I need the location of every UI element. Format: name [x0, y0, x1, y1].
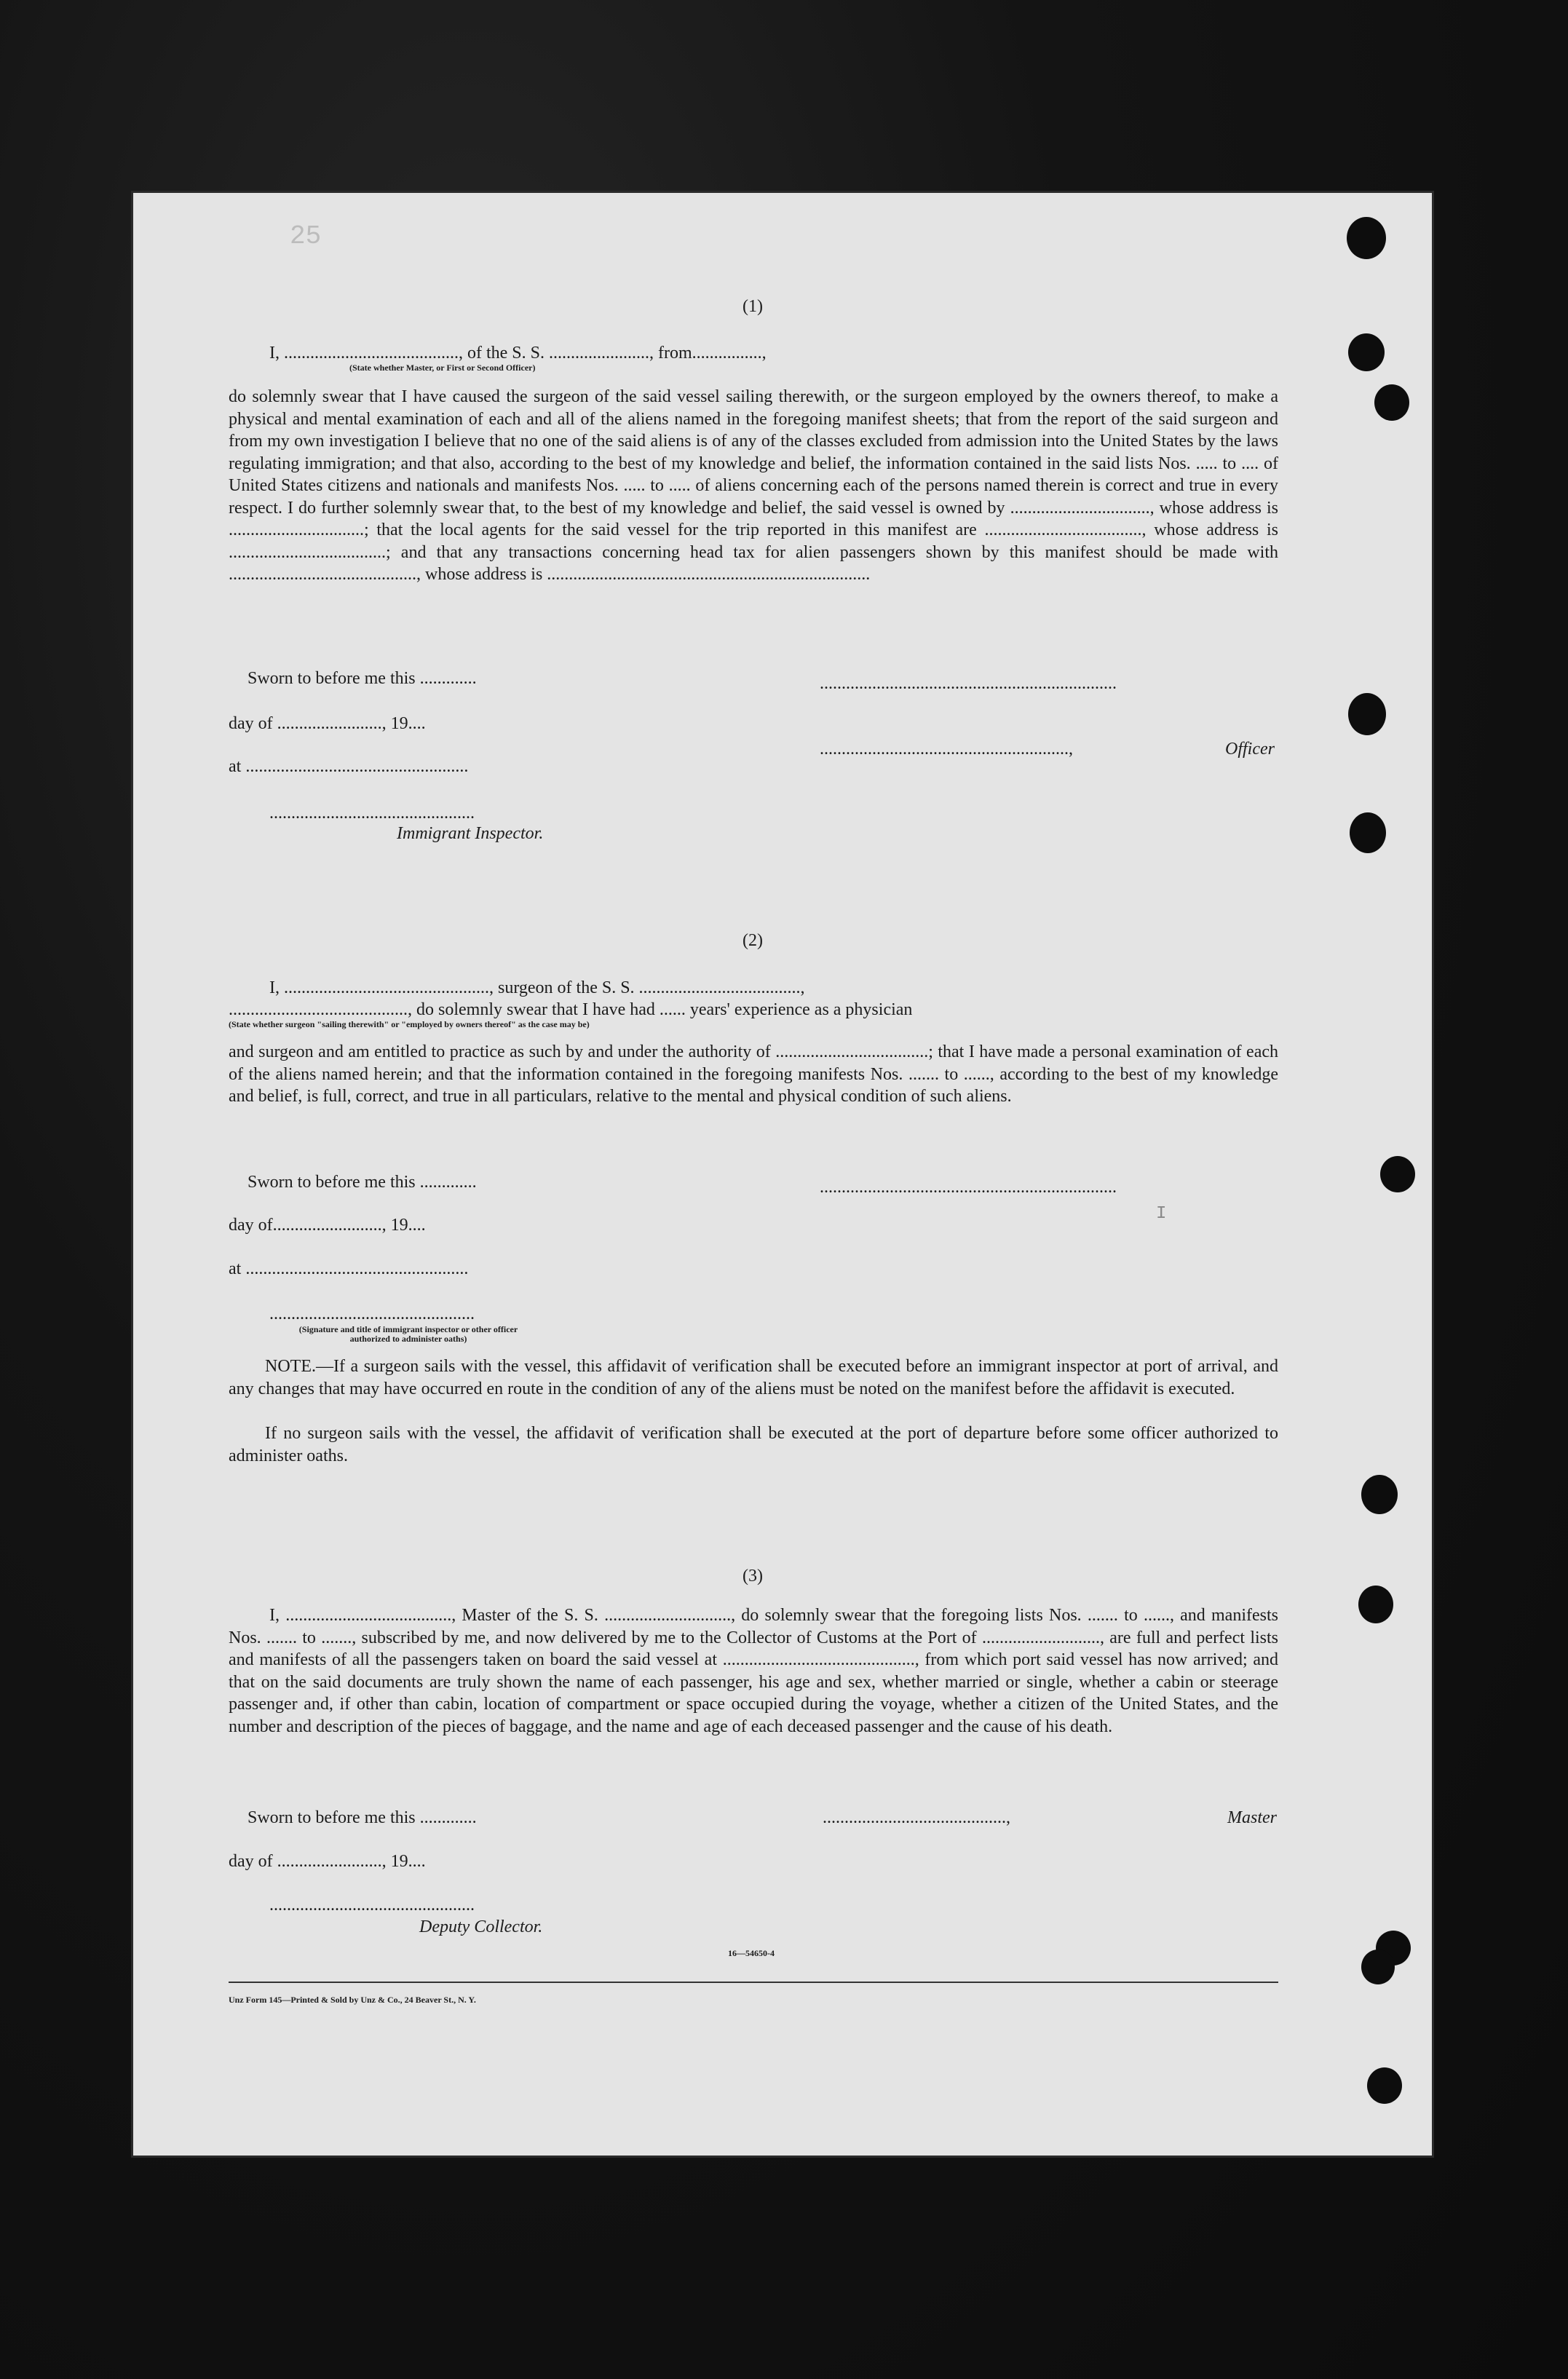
binder-hole [1347, 217, 1386, 259]
section1-signature-line: .................................................................... [820, 674, 1117, 693]
section2-heading: (2) [743, 931, 763, 950]
section2-line1: I, ..............................................., surgeon of the S. S. ....................................., [269, 978, 805, 997]
binder-hole [1367, 2067, 1402, 2104]
binder-hole [1350, 812, 1386, 853]
document-page [131, 191, 1434, 2158]
section3-collector-title: Deputy Collector. [419, 1917, 543, 1936]
section2-at: at ................................................... [229, 1259, 469, 1278]
section1-officer-line: ........................................................., [820, 740, 1073, 759]
binder-hole [1348, 693, 1386, 735]
form-number: 16—54650-4 [728, 1948, 775, 1958]
section2-sig-line: ............................................... [269, 1305, 475, 1323]
section1-line1-note: (State whether Master, or First or Second Officer) [349, 363, 536, 373]
binder-hole [1374, 384, 1409, 421]
section3-master-title: Master [1227, 1808, 1277, 1827]
section2-sig-note: (Signature and title of immigrant inspector or other officer authorized to administer oaths) [298, 1324, 518, 1344]
section1-officer-title: Officer [1225, 740, 1275, 759]
section3-heading: (3) [743, 1567, 763, 1586]
section3-day: day of ........................, 19.... [229, 1852, 426, 1871]
binder-hole [1348, 333, 1385, 371]
section1-inspector-line: ............................................... [269, 804, 475, 823]
section1-line1: I, ........................................, of the S. S. ......................., from................, [269, 344, 767, 363]
ghost-mark: I [1156, 1204, 1167, 1224]
ghost-page-number: 25 [290, 221, 322, 251]
section2-line2: ........................................., do solemnly swear that I have had ...... years' experience as a physician [229, 1000, 913, 1019]
section2-sworn: Sworn to before me this ............. [248, 1173, 477, 1192]
section1-day: day of ........................, 19.... [229, 714, 426, 733]
section3-body: I, ......................................, Master of the S. S. ............................., do solemnly swear that the foregoing lists Nos. ....... to ......, and manifests Nos. ....... to ......., subscribed by me, and now delivered by me to the Collector of Customs at the Port of ..........................., are full and perfect lists and manifests of all the passengers taken on board the said vessel at ............................................, from which port said vessel has now arrived; and that on the said documents are truly shown the name of each passenger, his age and sex, whether married or single, whether a cabin or steerage passenger and, if other than cabin, location of compartment or space occupied during the voyage, whether a citizen of the United States, and the number and description of the pieces of baggage, and the name and age of each deceased passenger and the cause of his death. [229, 1606, 1278, 1736]
section1-at: at ................................................... [229, 757, 469, 776]
section1-sworn: Sworn to before me this ............. [248, 669, 477, 688]
section3-sworn: Sworn to before me this ............. [248, 1808, 477, 1827]
binder-hole [1361, 1475, 1398, 1514]
section2-note2: If no surgeon sails with the vessel, the affidavit of verification shall be executed at the port of departure before some officer authorized to administer oaths. [229, 1424, 1278, 1465]
footer-divider [229, 1982, 1278, 1983]
section1-heading: (1) [743, 297, 763, 316]
section1-inspector-title: Immigrant Inspector. [397, 824, 544, 843]
section3-master-line: .........................................., [823, 1808, 1010, 1827]
section2-body: and surgeon and am entitled to practice as such by and under the authority of ...................................; that I have made a personal examination of each of the aliens named herein; and that the information contained in the foregoing manifests Nos. ....... to ......, according to the best of my knowledge and belief, is full, correct, and true in all particulars, relative to the mental and physical condition of such aliens. [229, 1042, 1278, 1106]
section2-signature-line: .................................................................... [820, 1178, 1117, 1197]
footer-imprint: Unz Form 145—Printed & Sold by Unz & Co., 24 Beaver St., N. Y. [229, 1995, 476, 2005]
binder-hole [1358, 1586, 1393, 1623]
section2-line2-note: (State whether surgeon "sailing therewith" or "employed by owners thereof" as the case may be) [229, 1019, 590, 1029]
section3-collector-line: ............................................... [269, 1896, 475, 1915]
section1-body: do solemnly swear that I have caused the surgeon of the said vessel sailing therewith, or the surgeon employed by the owners thereof, to make a physical and mental examination of each and all of the aliens named in the foregoing manifest sheets; that from the report of the said surgeon and from my own investigation I believe that no one of the said aliens is of any of the classes excluded from admission into the United States by the laws regulating immigration; and that also, according to the best of my knowledge and belief, the information contained in the said lists Nos. ..... to .... of United States citizens and nationals and manifests Nos. ..... to ..... of aliens concerning each of the persons named therein is correct and true in every respect. I do further solemnly swear that, to the best of my knowledge and belief, the said vessel is owned by ................................, whose address is ...............................; that the local agents for the said vessel for the trip reported in this manifest are ...................................., whose address is ....................................; and that any transactions concerning head tax for alien passengers shown by this manifest should be made with ..........................................., whose address is .......................................................................... [229, 387, 1278, 584]
section2-day: day of........................., 19.... [229, 1216, 426, 1235]
binder-hole [1361, 1949, 1395, 1984]
section2-note: NOTE.—If a surgeon sails with the vessel, this affidavit of verification shall be executed before an immigrant inspector at port of arrival, and any changes that may have occurred en route in the condition of any of the aliens must be noted on the manifest before the affidavit is executed. [229, 1357, 1278, 1398]
binder-hole [1380, 1156, 1415, 1192]
